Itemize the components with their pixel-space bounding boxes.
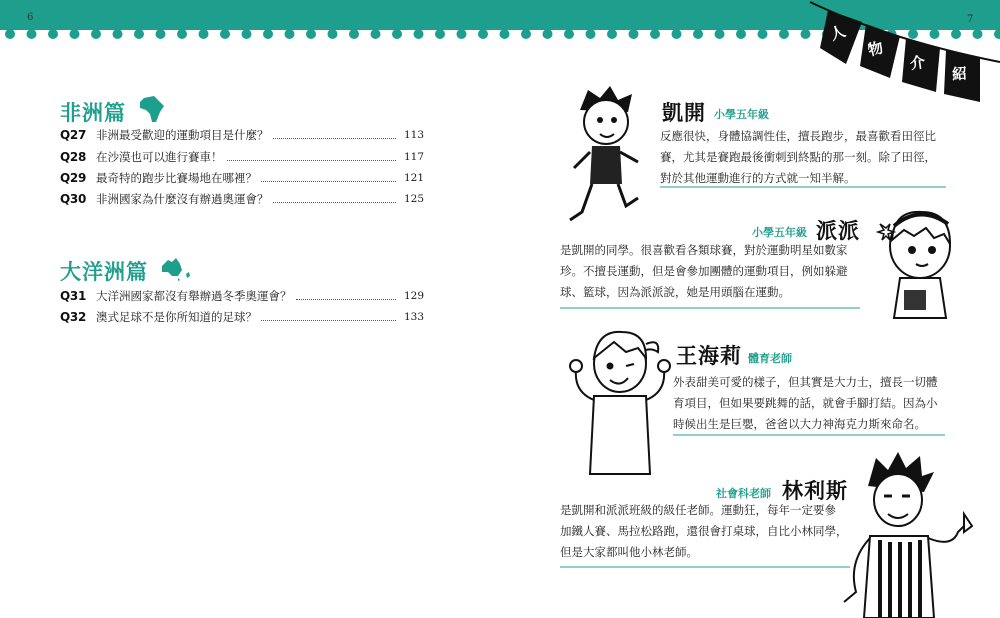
fringe-dot [91,29,101,39]
fringe-dot [607,29,617,39]
desc-line: 珍。不擅長運動，但是會參加團體的運動項目，例如躲避 [560,264,848,278]
fringe-dot [263,29,273,39]
fringe-dot [672,29,682,39]
question-title: 非洲最受歡迎的運動項目是什麼？ [96,128,269,142]
page-ref: 113 [403,129,424,141]
fringe-dot [521,29,531,39]
character-name-wanghaili: 王海莉 [676,344,742,368]
leader-dots [261,320,396,321]
character-name-kaikai: 凱開 [662,101,706,125]
toc-item-q28[interactable] [60,148,424,166]
fringe-dot [435,29,445,39]
question-number: Q28 [60,150,87,164]
fringe-dot [736,29,746,39]
character-role-paipai: 小學五年級 [752,226,807,239]
leader-dots [296,299,397,300]
fringe-dot [586,29,596,39]
fringe-dot [478,29,488,39]
divider-rule [560,307,860,309]
fringe-dot [500,29,510,39]
fringe-dot [306,29,316,39]
fringe-dot [134,29,144,39]
character-desc-linlisi [560,500,848,563]
question-title: 在沙漠也可以進行賽車！ [96,150,223,164]
character-desc-kaikai [660,126,936,189]
divider-rule [673,434,945,436]
question-number: Q27 [60,128,87,142]
divider-rule [560,566,850,568]
toc-item-q30[interactable] [60,190,424,208]
paipai-illustration [874,200,964,320]
fringe-dot [758,29,768,39]
fringe-dot [285,29,295,39]
question-title: 非洲國家為什麼沒有辦過奧運會？ [96,192,269,206]
character-intro-banner [800,0,1000,110]
fringe-dot [457,29,467,39]
fringe-dot [414,29,424,39]
fringe-dot [650,29,660,39]
desc-line: 對於其他運動進行的方式就一知半解。 [660,171,856,185]
character-role-linlisi: 社會科老師 [716,487,771,500]
question-title: 大洋洲國家都沒有舉辦過冬季奧運會？ [96,289,292,303]
page-ref: 129 [403,290,424,302]
question-number: Q31 [60,289,87,303]
kaikai-illustration [560,80,650,230]
toc-item-q31[interactable] [60,287,424,305]
character-name-paipai: 派派 [816,219,860,243]
fringe-dot [113,29,123,39]
leader-dots [273,138,397,139]
question-number: Q30 [60,192,87,206]
character-desc-paipai [560,240,848,303]
fringe-dot [629,29,639,39]
leader-dots [273,202,397,203]
wanghaili-illustration [564,318,674,478]
desc-line: 外表甜美可愛的樣子，但其實是大力士，擅長一切體 [673,375,938,389]
fringe-dot [715,29,725,39]
question-title: 最奇特的跑步比賽場地在哪裡？ [96,171,257,185]
toc-item-q32[interactable] [60,308,424,326]
fringe-dot [328,29,338,39]
desc-line: 賽，尤其是賽跑最後衝刺到終點的那一刻。除了田徑， [660,150,936,164]
fringe-dot [779,29,789,39]
desc-line: 反應很快，身體協調性佳，擅長跑步，最喜歡看田徑比 [660,129,936,143]
fringe-dot [371,29,381,39]
left-page-number: 6 [27,12,34,23]
oceania-map-icon [158,254,192,282]
desc-line: 加鐵人賽、馬拉松路跑，還很會打桌球，自比小林同學， [560,524,848,538]
character-role-kaikai: 小學五年級 [714,108,769,121]
character-role-wanghaili: 體育老師 [748,352,792,365]
right-page-number: 7 [967,14,974,25]
character-desc-wanghaili [673,372,938,435]
leader-dots [261,181,396,182]
banner-char-1: 人 [827,21,848,44]
fringe-dot [27,29,37,39]
africa-map-icon [138,94,166,124]
banner-char-4: 紹 [951,64,968,84]
toc-item-q29[interactable] [60,169,424,187]
desc-line: 但是大家都叫他小林老師。 [560,545,698,559]
fringe-dot [156,29,166,39]
question-number: Q32 [60,310,87,324]
linlisi-illustration [840,452,980,618]
toc-item-q27[interactable] [60,126,424,144]
fringe-dot [543,29,553,39]
character-name-linlisi: 林利斯 [782,479,848,503]
fringe-dot [392,29,402,39]
fringe-dot [48,29,58,39]
desc-line: 球、籃球，因為派派說，她是用頭腦在運動。 [560,285,790,299]
fringe-dot [5,29,15,39]
section-title-africa: 非洲篇 [60,101,126,125]
desc-line: 是凱開的同學。很喜歡看各類球賽，對於運動明星如數家 [560,243,848,257]
fringe-dot [220,29,230,39]
section-title-oceania: 大洋洲篇 [60,260,148,284]
fringe-dot [693,29,703,39]
fringe-dot [349,29,359,39]
page-ref: 125 [403,193,424,205]
fringe-dot [564,29,574,39]
page-ref: 121 [403,172,424,184]
fringe-dot [242,29,252,39]
question-number: Q29 [60,171,87,185]
leader-dots [227,160,397,161]
banner-char-3: 介 [908,53,927,73]
desc-line: 時候出生是巨嬰，爸爸以大力神海克力斯來命名。 [673,417,926,431]
page-ref: 117 [403,151,424,163]
fringe-dot [177,29,187,39]
desc-line: 育項目，但如果要跳舞的話，就會手腳打結。因為小 [673,396,938,410]
page-ref: 133 [403,311,424,323]
desc-line: 是凱開和派派班級的級任老師。運動狂，每年一定要參 [560,503,836,517]
divider-rule [660,186,946,188]
fringe-dot [70,29,80,39]
fringe-dot [199,29,209,39]
banner-char-2: 物 [866,38,886,60]
question-title: 澳式足球不是你所知道的足球？ [96,310,257,324]
